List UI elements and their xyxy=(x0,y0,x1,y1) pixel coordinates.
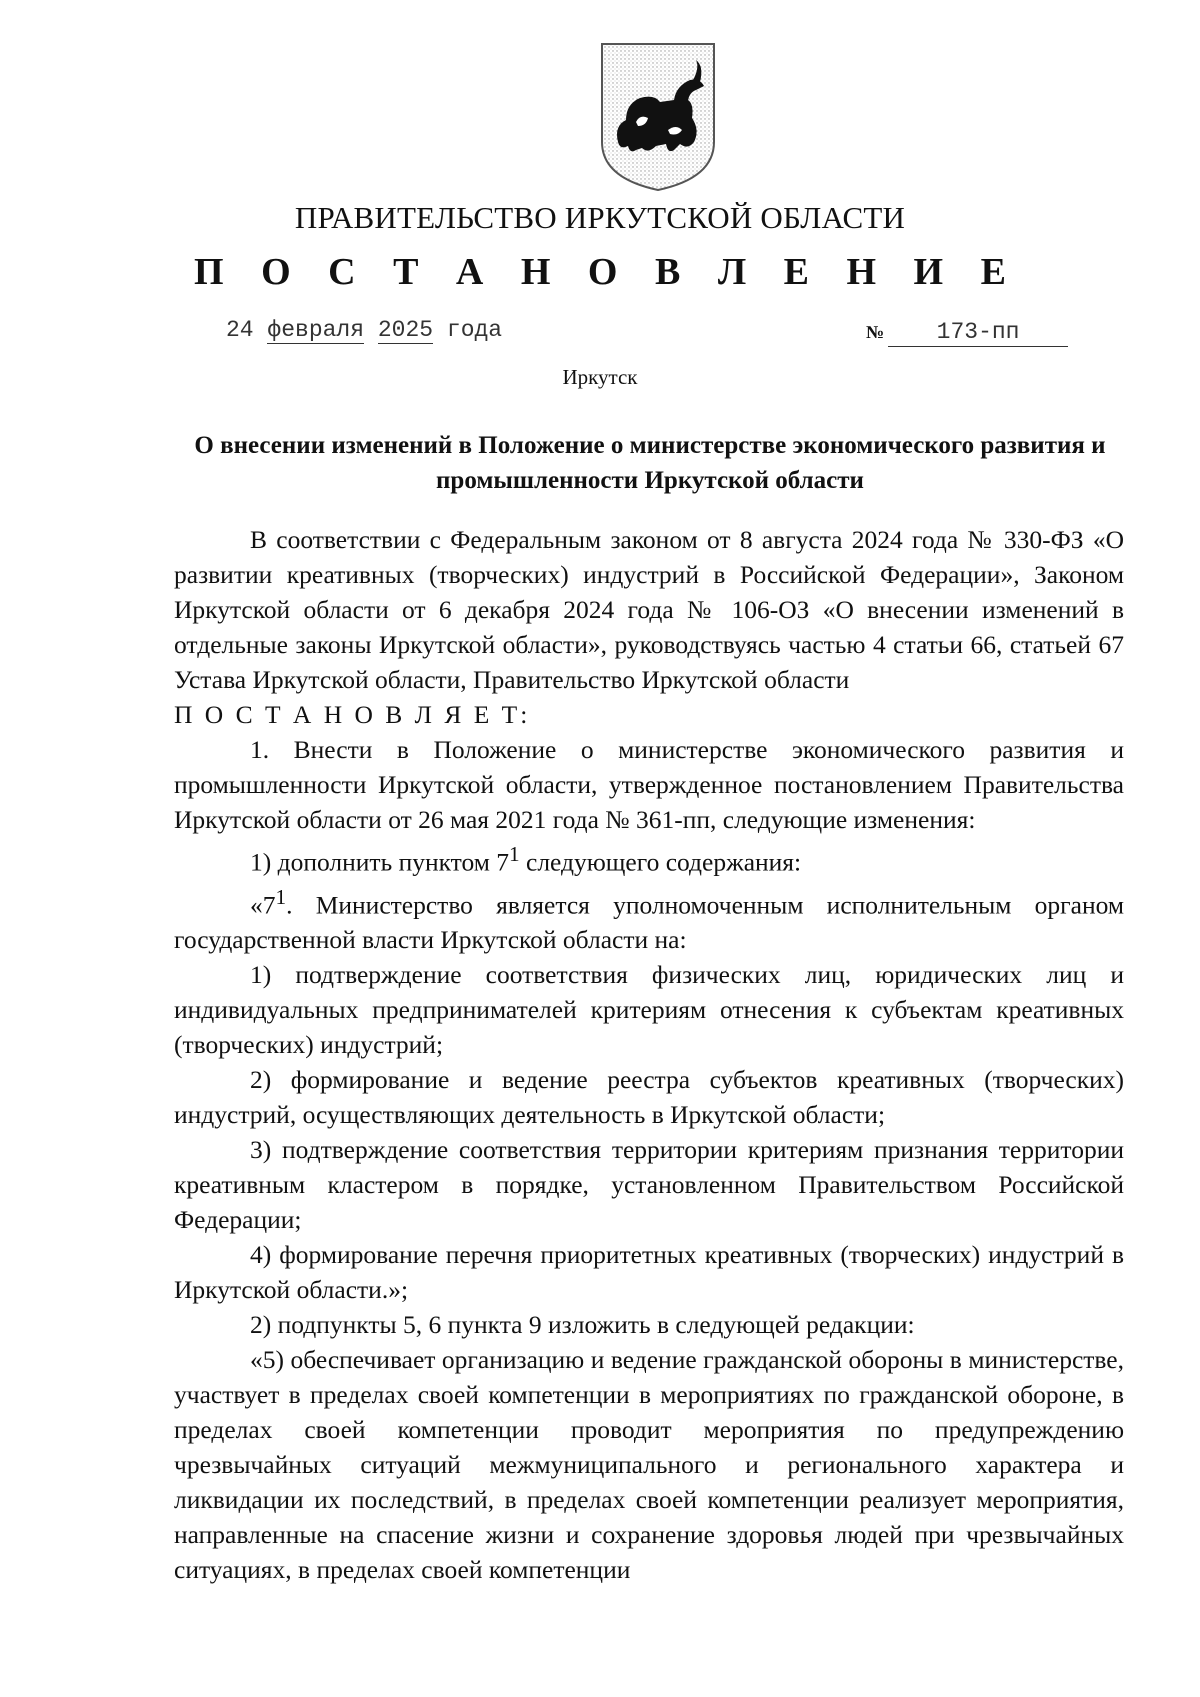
document-title: О внесении изменений в Положение о министерстве экономического развития и промышленности Иркутской области xyxy=(194,432,1106,494)
superscript: 1 xyxy=(275,884,287,909)
clause-7-1-point-2: 2) формирование и ведение реестра субъектов креативных (творческих) индустрий, осуществляющих деятельность в Иркутской области; xyxy=(174,1065,1124,1129)
clause-7-1-point-3: 3) подтверждение соответствия территории критериям признания территории креативным кластером в порядке, установленном Правительством Российской Федерации; xyxy=(174,1135,1124,1234)
item-1-paragraph: 1. Внести в Положение о министерстве экономического развития и промышленности Иркутской области, утвержденное постановлением Правительства Иркутской области от 26 мая 2021 года № 361-пп, следующие изменения: xyxy=(174,735,1124,834)
date-year: 2025 xyxy=(377,317,434,343)
document-date xyxy=(226,316,502,344)
superscript: 1 xyxy=(509,842,520,866)
subitem-1-intro-text: 1) дополнить пунктом 7 xyxy=(250,847,509,877)
document-body xyxy=(174,522,1124,1587)
number-sign: № xyxy=(866,322,885,342)
document-type: П О С Т А Н О В Л Е Н И Е xyxy=(194,251,1020,293)
government-name: ПРАВИТЕЛЬСТВО ИРКУТСКОЙ ОБЛАСТИ xyxy=(294,200,906,235)
document-number xyxy=(866,318,1068,347)
number-value: 173-пп xyxy=(888,318,1068,347)
clause-7-1-paragraph xyxy=(174,880,1124,958)
subitem-1-intro-text-end: следующего содержания: xyxy=(519,847,802,877)
subitem-2-point-5: «5) обеспечивает организацию и ведение гражданской обороны в министерстве, участвует в пределах своей компетенции в мероприятиях по гражданской обороне, в пределах своей компетенции проводит мероприятия по предупреждению чрезвычайных ситуаций межмуниципального и регионального характера и ликвидации их последствий, в пределах своей компетенции реализует мероприятия, направленные на спасение жизни и сохранение здоровья людей при чрезвычайных ситуациях, в пределах своей компетенции xyxy=(174,1345,1124,1584)
city-name: Иркутск xyxy=(562,365,638,389)
date-suffix: года xyxy=(446,317,503,343)
date-month: февраля xyxy=(267,317,365,343)
clause-7-1-text: . Министерство является уполномоченным исполнительным органом государственной власти Иркутской области на: xyxy=(174,890,1124,954)
resolves-heading: П О С Т А Н О В Л Я Е Т: xyxy=(174,700,531,729)
clause-7-1-number: «7 xyxy=(250,890,276,919)
subitem-1-intro xyxy=(174,837,1124,880)
date-day: 24 xyxy=(226,317,254,343)
subitem-2-intro: 2) подпункты 5, 6 пункта 9 изложить в следующей редакции: xyxy=(250,1310,915,1339)
clause-7-1-point-1: 1) подтверждение соответствия физических лиц, юридических лиц и индивидуальных предпринимателей критериям отнесения к субъектам креативных (творческих) индустрий; xyxy=(174,960,1124,1059)
preamble-paragraph: В соответствии с Федеральным законом от 8 августа 2024 года № 330-ФЗ «О развитии креативных (творческих) индустрий в Российской Федерации», Законом Иркутской области от 6 декабря 2024 года № 106-ОЗ «О внесении изменений в отдельные законы Иркутской области», руководствуясь частью 4 статьи 66, статьей 67 Устава Иркутской области, Правительство Иркутской области xyxy=(174,525,1124,694)
irkutsk-coat-of-arms-icon xyxy=(596,38,720,194)
clause-7-1-point-4: 4) формирование перечня приоритетных креативных (творческих) индустрий в Иркутской области.»; xyxy=(174,1240,1124,1304)
